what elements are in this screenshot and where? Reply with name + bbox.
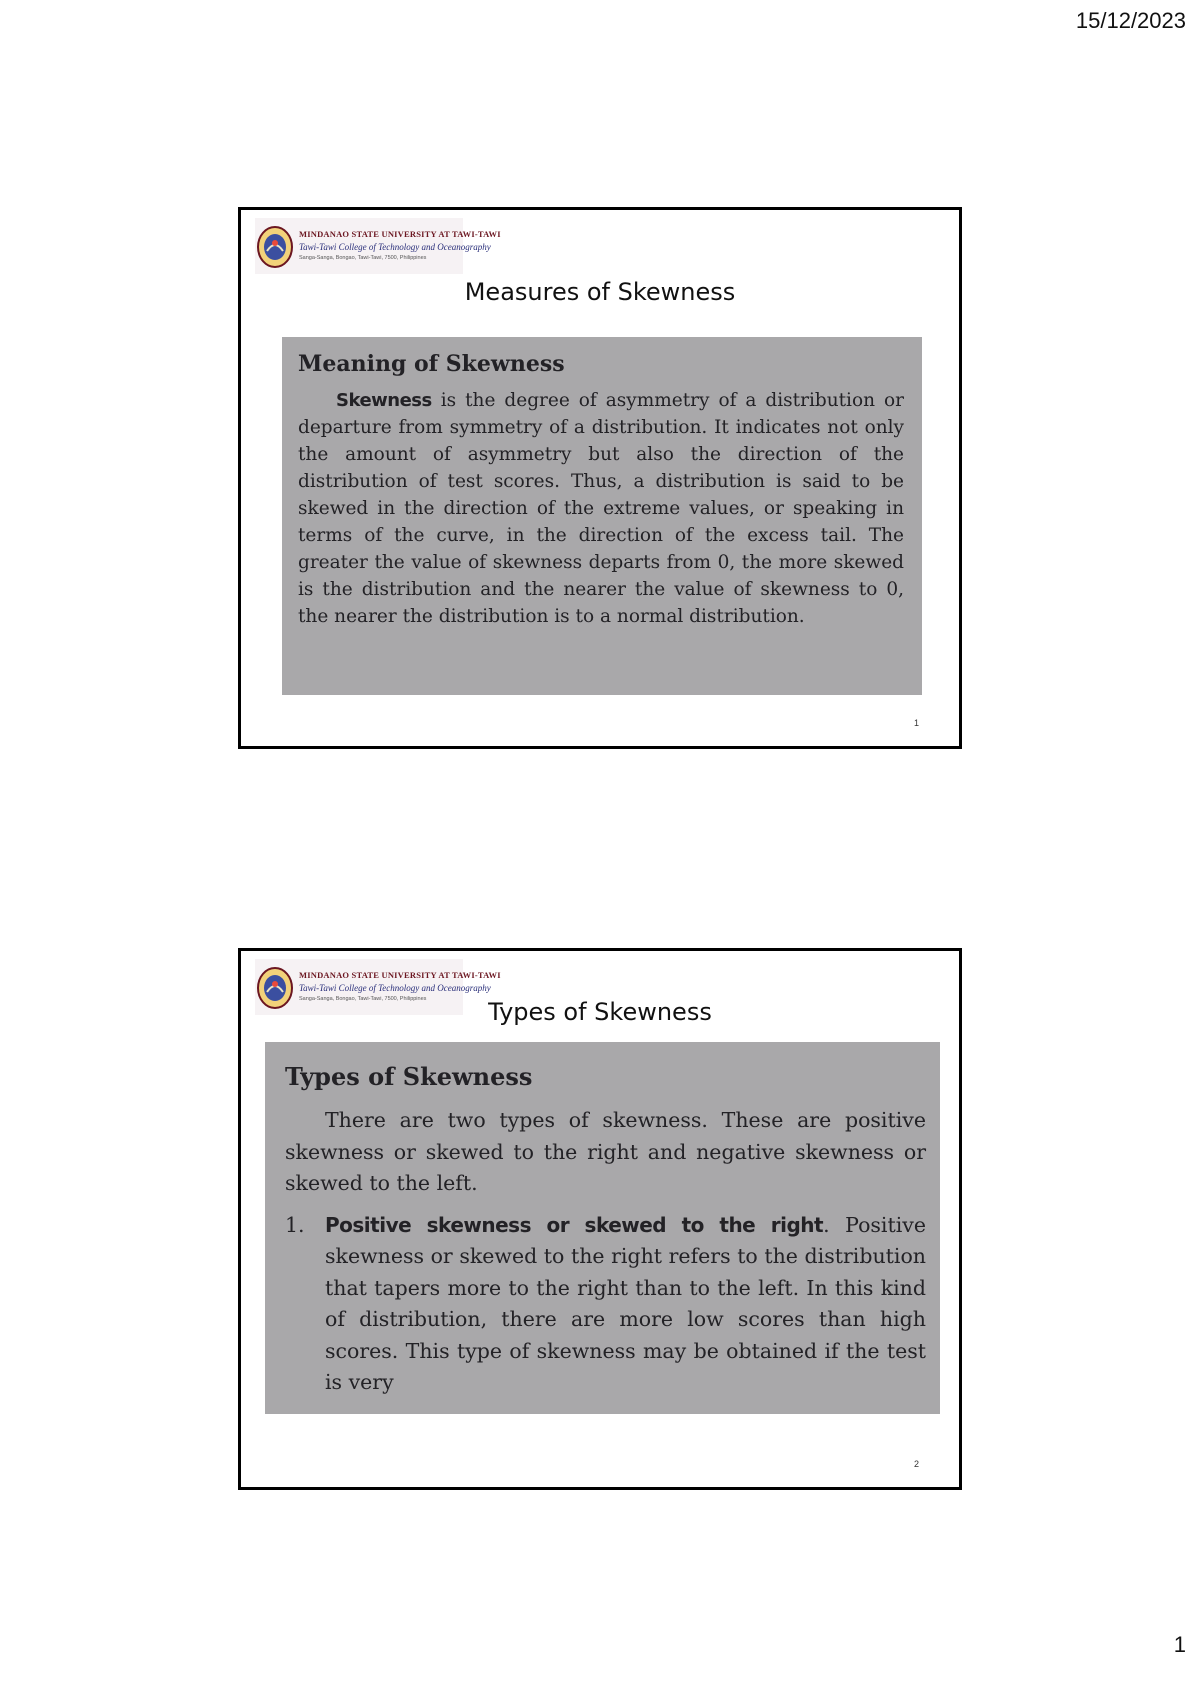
- photo-heading: Meaning of Skewness: [298, 351, 565, 377]
- photo-heading: Types of Skewness: [285, 1062, 533, 1091]
- logo-university-name: MINDANAO STATE UNIVERSITY AT TAWI-TAWI: [299, 970, 501, 981]
- paragraph-text: is the degree of asymmetry of a distribution or departure from symmetry of a distribution. It indicates not only the amount of asymmetry but also the direction of the distribution of test scores. Thus, a distribution is said to be skewed in the direction of the extreme values, or speaking in terms of the curve, in the direction of the excess tail. The greater the value of skewness departs from 0, the more skewed is the distribution and the nearer the value of skewness to 0, the nearer the distribution is to a normal distribution.: [298, 390, 904, 627]
- list-keyword: Positive skewness or skewed to the right: [325, 1212, 824, 1237]
- logo-address: Sanga-Sanga, Bongao, Tawi-Tawi, 7500, Philippines: [299, 254, 427, 261]
- keyword: Skewness: [336, 390, 432, 411]
- logo-college-name: Tawi-Tawi College of Technology and Oceanography: [299, 983, 491, 994]
- university-logo: [255, 218, 501, 274]
- logo-address: Sanga-Sanga, Bongao, Tawi-Tawi, 7500, Philippines: [299, 995, 427, 1002]
- textbook-photo: [282, 337, 922, 695]
- university-seal-icon: [255, 221, 295, 271]
- photo-paragraph: [298, 387, 904, 630]
- logo-college-name: Tawi-Tawi College of Technology and Oceanography: [299, 242, 491, 253]
- photo-paragraph: There are two types of skewness. These are positive skewness or skewed to the right and negative skewness or skewed to the left.: [285, 1108, 926, 1195]
- slide-number: 2: [913, 1459, 919, 1469]
- slide-number: 1: [913, 718, 919, 728]
- page-number: 1: [1173, 1632, 1186, 1657]
- slide-1: [238, 207, 962, 749]
- slide-title: Types of Skewness: [488, 998, 712, 1026]
- logo-university-name: MINDANAO STATE UNIVERSITY AT TAWI-TAWI: [299, 229, 501, 240]
- list-number: 1.: [285, 1212, 305, 1237]
- page-date: 15/12/2023: [1075, 8, 1186, 33]
- slide-2: [238, 948, 962, 1490]
- textbook-photo: [265, 1042, 940, 1414]
- list-text: . Positive skewness or skewed to the right refers to the distribution that tapers more to the right than to the left. In this kind of distribution, there are more low scores than high scores. This type of skewness may be obtained if the test is very: [325, 1212, 926, 1394]
- slide-title: Measures of Skewness: [464, 278, 736, 306]
- list-item: [285, 1210, 926, 1399]
- list-body: [325, 1210, 926, 1399]
